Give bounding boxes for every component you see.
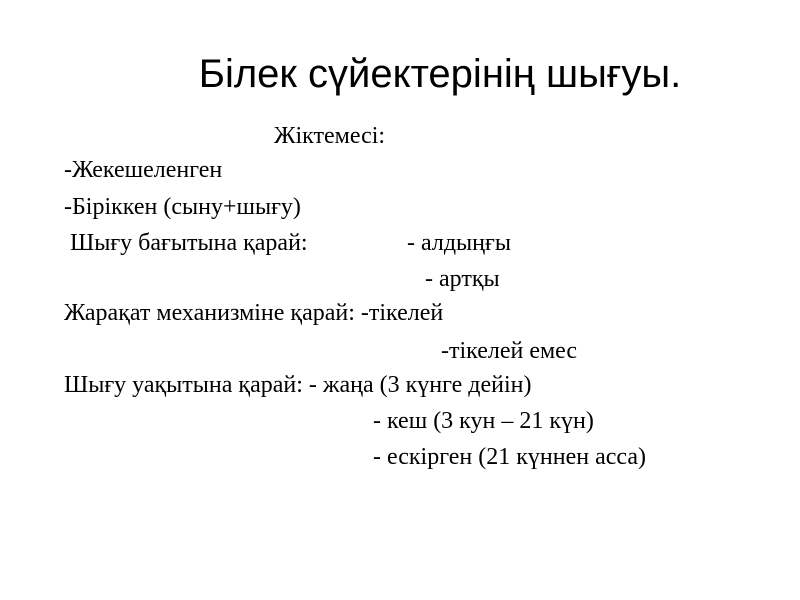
type-combined: -Біріккен (сыну+шығу) xyxy=(64,194,301,220)
time-label-fresh: Шығу уақытына қарай: - жаңа (3 күнге дейін) xyxy=(64,372,532,398)
mechanism-label-direct: Жарақат механизміне қарай: -тікелей xyxy=(64,300,444,326)
direction-label: Шығу бағытына қарай: xyxy=(64,230,308,256)
time-old: - ескірген (21 күннен асса) xyxy=(373,444,646,470)
type-isolated: -Жекешеленген xyxy=(64,157,223,183)
time-late: - кеш (3 кун – 21 күн) xyxy=(373,408,594,434)
direction-posterior: - артқы xyxy=(425,266,500,292)
slide-title: Білек сүйектерінің шығуы. xyxy=(198,52,682,96)
classification-heading: Жіктемесі: xyxy=(274,123,386,149)
mechanism-indirect: -тікелей емес xyxy=(441,338,578,364)
direction-anterior: - алдыңғы xyxy=(407,230,511,256)
